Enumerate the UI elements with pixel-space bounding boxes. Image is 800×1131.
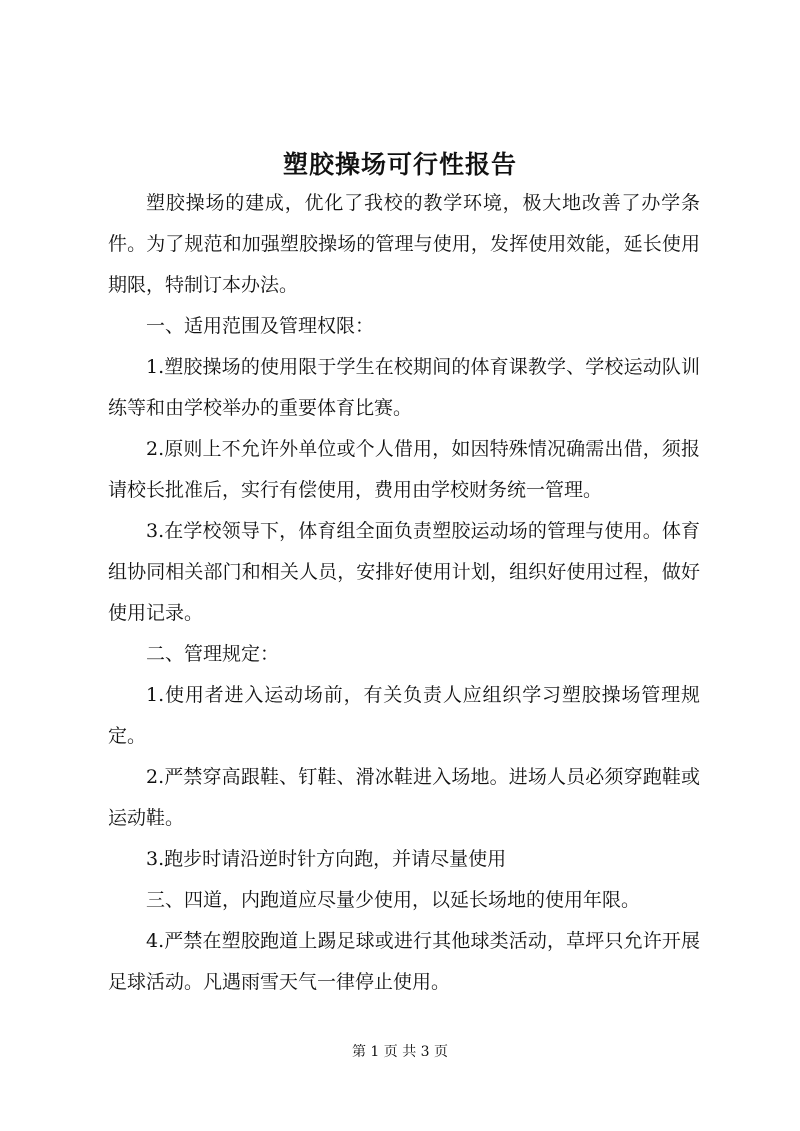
rule-item-3-continued: 三、四道，内跑道应尽量少使用，以延长场地的使用年限。 [146, 889, 641, 911]
rule-item-1: 1.使用者进入运动场前，有关负责人应组织学习塑胶操场管理规定。 [108, 684, 700, 747]
scope-item-2: 2.原则上不允许外单位或个人借用，如因特殊情况确需出借，须报请校长批准后，实行有偿使用，费用由学校财务统一管理。 [108, 438, 700, 501]
section-heading-rules: 二、管理规定： [146, 643, 280, 665]
rule-item-2: 2.严禁穿高跟鞋、钉鞋、滑冰鞋进入场地。进场人员必须穿跑鞋或运动鞋。 [108, 766, 700, 829]
rule-item-4: 4.严禁在塑胶跑道上踢足球或进行其他球类活动，草坪只允许开展足球活动。凡遇雨雪天气一律停止使用。 [108, 930, 700, 993]
rule-item-3: 3.跑步时请沿逆时针方向跑，并请尽量使用 [146, 848, 507, 870]
page-number-footer: 第 1 页 共 3 页 [351, 1044, 449, 1060]
document-title: 塑胶操场可行性报告 [282, 150, 517, 179]
section-heading-scope: 一、适用范围及管理权限： [146, 315, 375, 337]
intro-paragraph: 塑胶操场的建成，优化了我校的教学环境，极大地改善了办学条件。为了规范和加强塑胶操场的管理与使用，发挥使用效能，延长使用期限，特制订本办法。 [108, 192, 700, 296]
document-body [108, 183, 700, 1003]
scope-item-3: 3.在学校领导下，体育组全面负责塑胶运动场的管理与使用。体育组协同相关部门和相关人员，安排好使用计划，组织好使用过程，做好使用记录。 [108, 520, 700, 624]
scope-item-1: 1.塑胶操场的使用限于学生在校期间的体育课教学、学校运动队训练等和由学校举办的重要体育比赛。 [108, 356, 700, 419]
